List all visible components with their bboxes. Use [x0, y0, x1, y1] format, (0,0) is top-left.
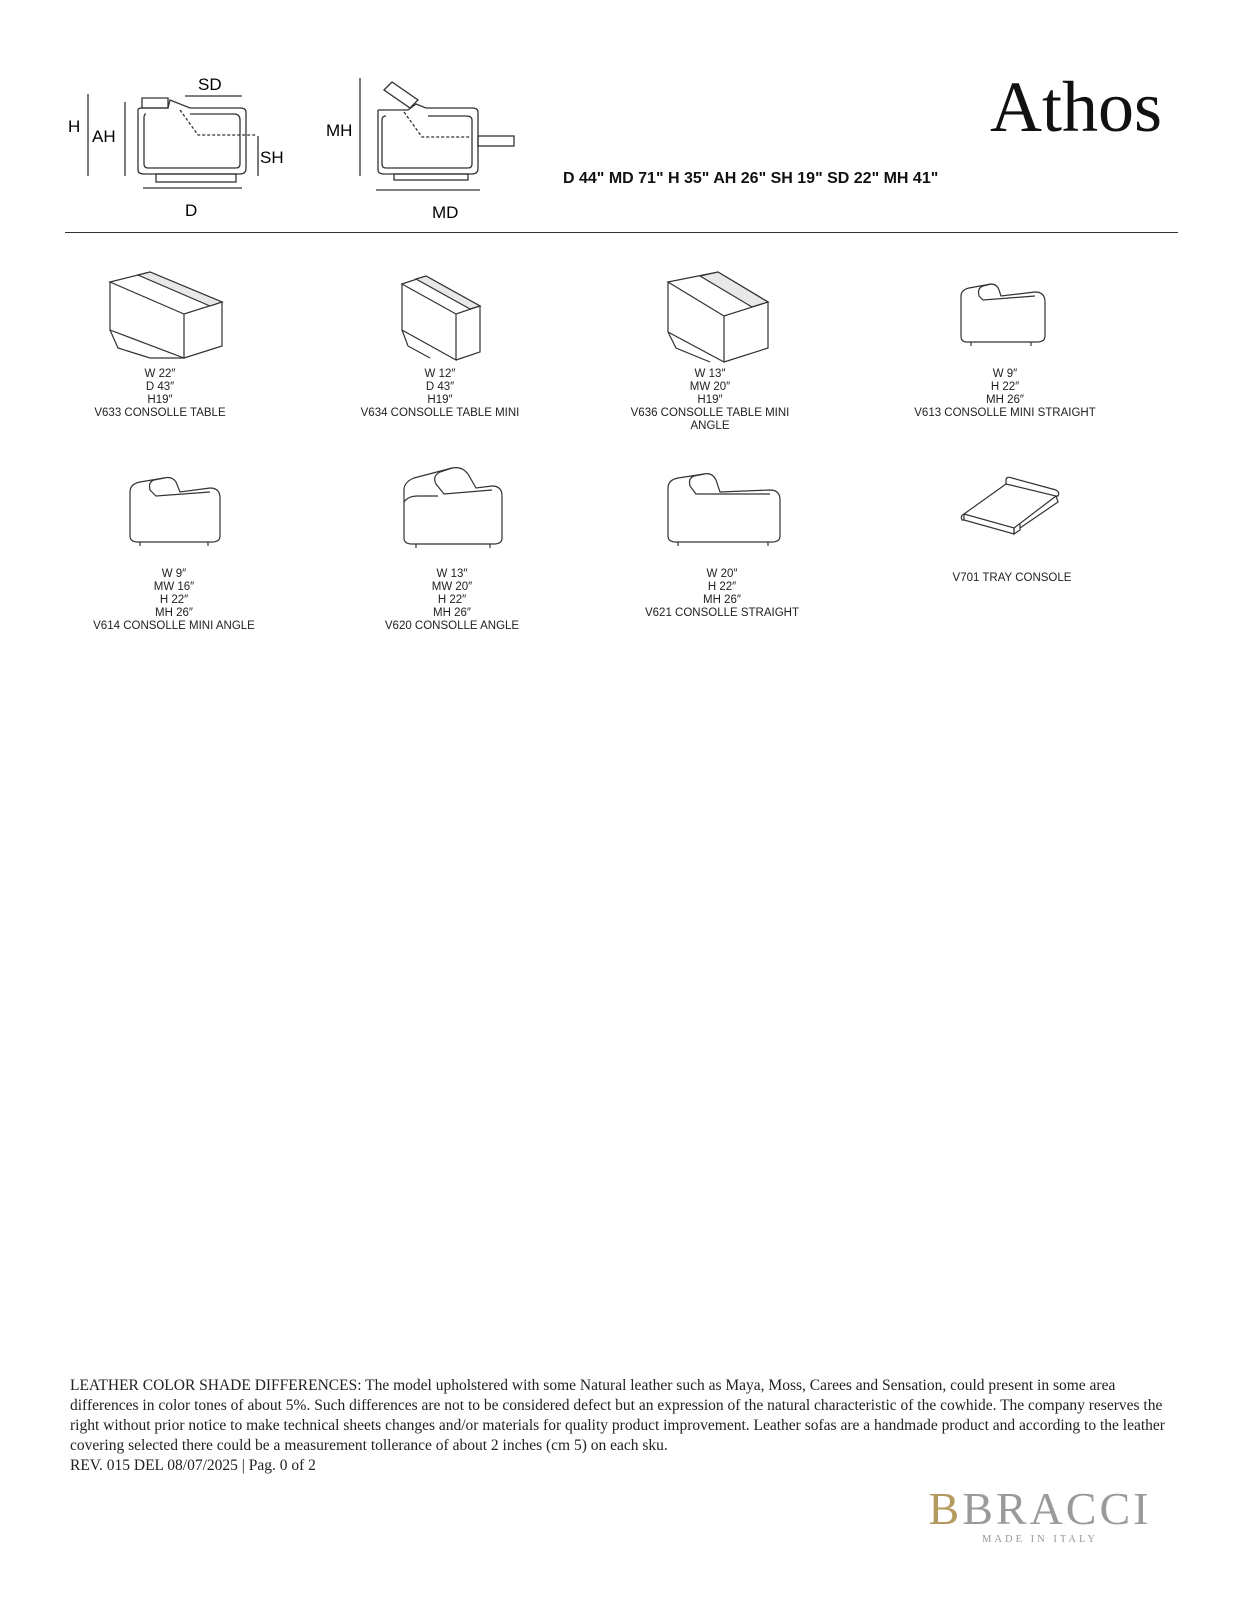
h-label: H — [68, 117, 81, 136]
product-specs — [340, 368, 540, 420]
spec-line: H 22″ — [990, 381, 1020, 393]
product-v701 — [912, 466, 1112, 585]
spec-line: MH 26″ — [155, 607, 193, 619]
product-v621 — [622, 462, 822, 620]
header-divider — [65, 232, 1178, 233]
logo-accent-letter: B — [928, 1483, 963, 1534]
product-name: V634 CONSOLLE TABLE MINI — [360, 407, 520, 419]
product-v613 — [905, 262, 1105, 420]
spec-line: W 22″ — [144, 368, 176, 380]
d-label: D — [185, 201, 198, 220]
disclaimer-paragraph: LEATHER COLOR SHADE DIFFERENCES: The model upholstered with some Natural leather such as Maya, Moss, Carees and Sensation, could present in some area differences in color tones of about 5%. Such differences are not to be considered defect but an expression of the natural characteristic of the cowhide. The company reserves the right without prior notice to make technical sheets changes and/or materials for quality product improvement. Leather sofas are a handmade product and according to the leather covering selected there could be a measurement tollerance of about 2 inches (cm 5) on each sku. — [70, 1377, 1165, 1454]
spec-line: W 13″ — [694, 368, 726, 380]
product-v636 — [610, 262, 810, 433]
spec-line: H 22″ — [159, 594, 189, 606]
brand-logo — [900, 1483, 1180, 1545]
spec-line: D 43″ — [425, 381, 455, 393]
revision-line: REV. 015 DEL 08/07/2025 | Pag. 0 of 2 — [70, 1457, 316, 1474]
product-name: V633 CONSOLLE TABLE — [94, 407, 226, 419]
spec-line: MW 16″ — [153, 581, 195, 593]
product-name: V614 CONSOLLE MINI ANGLE — [93, 620, 255, 632]
product-v634 — [340, 262, 540, 420]
ah-label: AH — [92, 127, 116, 146]
product-v633 — [60, 262, 260, 420]
spec-line: MH 26″ — [433, 607, 471, 619]
sh-label: SH — [260, 148, 284, 167]
console-table-mini-icon — [370, 262, 510, 366]
spec-line: W 12″ — [424, 368, 456, 380]
product-name: V620 CONSOLLE ANGLE — [384, 620, 520, 632]
spec-line: W 9″ — [161, 568, 187, 580]
sd-label: SD — [198, 75, 222, 94]
product-name: V636 CONSOLLE TABLE MINI ANGLE — [630, 407, 790, 432]
brand-tagline: MADE IN ITALY — [982, 1534, 1098, 1545]
spec-line: W 20″ — [706, 568, 738, 580]
console-angle-icon — [382, 462, 522, 566]
console-mini-straight-icon — [935, 262, 1075, 366]
logo-name: BRACCI — [962, 1483, 1152, 1534]
console-table-mini-angle-icon — [640, 262, 780, 366]
spec-line: W 9″ — [992, 368, 1018, 380]
spec-line: H19″ — [427, 394, 453, 406]
console-mini-angle-icon — [104, 462, 244, 566]
spec-line: MW 20″ — [431, 581, 473, 593]
console-straight-icon — [652, 462, 792, 566]
page-title: Athos — [990, 67, 1163, 147]
spec-line: H19″ — [697, 394, 723, 406]
product-specs — [60, 368, 260, 420]
spec-line: MH 26″ — [703, 594, 741, 606]
tray-console-icon — [942, 466, 1082, 570]
product-specs — [352, 568, 552, 633]
product-name: V621 CONSOLLE STRAIGHT — [644, 607, 800, 619]
product-v614 — [74, 462, 274, 633]
spec-line: H19″ — [147, 394, 173, 406]
spec-line: W 13″ — [436, 568, 468, 580]
spec-line: MH 26″ — [986, 394, 1024, 406]
side-dimension-diagram — [60, 74, 310, 224]
dimensions-summary: D 44" MD 71" H 35" AH 26" SH 19" SD 22" MH 41" — [563, 170, 939, 187]
brand-wordmark — [900, 1483, 1180, 1534]
open-dimension-diagram — [320, 74, 540, 224]
product-name: V613 CONSOLLE MINI STRAIGHT — [914, 407, 1096, 419]
product-specs — [74, 568, 274, 633]
product-specs — [912, 572, 1112, 585]
spec-line: H 22″ — [437, 594, 467, 606]
spec-line: MW 20″ — [689, 381, 731, 393]
product-specs — [622, 568, 822, 620]
product-v620 — [352, 462, 552, 633]
product-specs — [610, 368, 810, 433]
md-label: MD — [432, 203, 459, 222]
spec-line: H 22″ — [707, 581, 737, 593]
mh-label: MH — [326, 121, 353, 140]
footer-disclaimer — [70, 1376, 1182, 1476]
console-table-icon — [90, 262, 230, 366]
spec-line: D 43″ — [145, 381, 175, 393]
product-name: V701 TRAY CONSOLE — [952, 572, 1072, 584]
product-specs — [905, 368, 1105, 420]
